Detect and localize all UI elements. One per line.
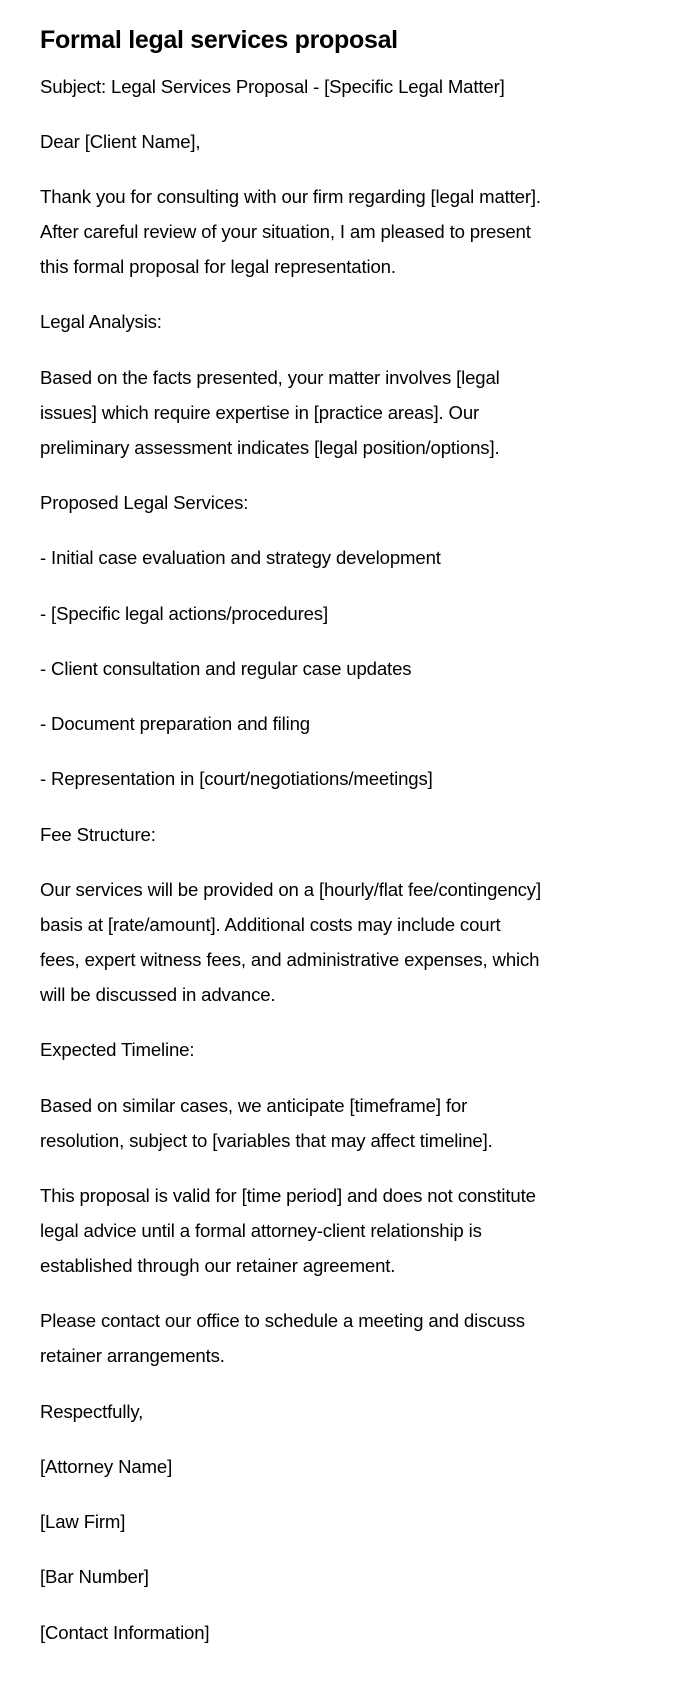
intro-line: this formal proposal for legal representation.	[40, 256, 396, 278]
signature-attorney-name	[40, 1449, 700, 1484]
closing-request-line: Please contact our office to schedule a meeting and discuss	[40, 1310, 525, 1332]
service-item	[40, 596, 700, 631]
section-heading-text: Expected Timeline:	[40, 1039, 195, 1061]
bar-number-text: [Bar Number]	[40, 1566, 149, 1588]
timeline-line: resolution, subject to [variables that may affect timeline].	[40, 1129, 493, 1151]
law-firm-text: [Law Firm]	[40, 1511, 126, 1533]
service-item-text: - Representation in [court/negotiations/meetings]	[40, 768, 433, 790]
validity-paragraph	[40, 1178, 700, 1283]
closing-request-line: retainer arrangements.	[40, 1345, 225, 1367]
legal-analysis-heading	[40, 304, 700, 339]
document-body	[40, 69, 700, 1650]
timeline-line: Based on similar cases, we anticipate [timeframe] for	[40, 1094, 468, 1116]
service-item-text: - Initial case evaluation and strategy development	[40, 547, 441, 569]
legal-analysis-line: Based on the facts presented, your matter involves [legal	[40, 366, 500, 388]
service-item-text: - Document preparation and filing	[40, 713, 310, 735]
service-item-text: - Client consultation and regular case updates	[40, 657, 412, 679]
legal-analysis-paragraph	[40, 360, 700, 465]
intro-line: After careful review of your situation, I am pleased to present	[40, 221, 531, 243]
intro-line: Thank you for consulting with our firm regarding [legal matter].	[40, 186, 541, 208]
signature-bar-number	[40, 1559, 700, 1594]
signature-contact-information	[40, 1615, 700, 1650]
closing-request-paragraph	[40, 1303, 700, 1373]
validity-line: legal advice until a formal attorney-client relationship is	[40, 1219, 482, 1241]
signoff-text: Respectfully,	[40, 1400, 144, 1422]
service-item	[40, 761, 700, 796]
service-item	[40, 651, 700, 686]
attorney-name-text: [Attorney Name]	[40, 1455, 173, 1477]
section-heading-text: Proposed Legal Services:	[40, 491, 249, 513]
subject-line	[40, 69, 700, 104]
section-heading-text: Legal Analysis:	[40, 311, 162, 333]
service-item-text: - [Specific legal actions/procedures]	[40, 602, 328, 624]
fee-line: will be discussed in advance.	[40, 984, 276, 1006]
salutation-text: Dear [Client Name],	[40, 130, 201, 152]
signoff	[40, 1394, 700, 1429]
timeline-paragraph	[40, 1088, 700, 1158]
contact-information-text: [Contact Information]	[40, 1621, 210, 1643]
timeline-heading	[40, 1032, 700, 1067]
intro-paragraph	[40, 179, 700, 284]
salutation	[40, 124, 700, 159]
validity-line: This proposal is valid for [time period] and does not constitute	[40, 1184, 536, 1206]
validity-line: established through our retainer agreement.	[40, 1254, 396, 1276]
subject-text: Subject: Legal Services Proposal - [Specific Legal Matter]	[40, 75, 505, 97]
fee-line: basis at [rate/amount]. Additional costs may include court	[40, 914, 501, 936]
legal-analysis-line: preliminary assessment indicates [legal position/options].	[40, 436, 500, 458]
signature-law-firm	[40, 1504, 700, 1539]
service-item	[40, 540, 700, 575]
document-title: Formal legal services proposal	[40, 26, 398, 54]
fee-heading	[40, 817, 700, 852]
fee-line: fees, expert witness fees, and administrative expenses, which	[40, 949, 540, 971]
service-item	[40, 706, 700, 741]
legal-analysis-line: issues] which require expertise in [practice areas]. Our	[40, 401, 480, 423]
section-heading-text: Fee Structure:	[40, 823, 156, 845]
fee-line: Our services will be provided on a [hourly/flat fee/contingency]	[40, 879, 541, 901]
services-heading	[40, 485, 700, 520]
fee-paragraph	[40, 872, 700, 1012]
